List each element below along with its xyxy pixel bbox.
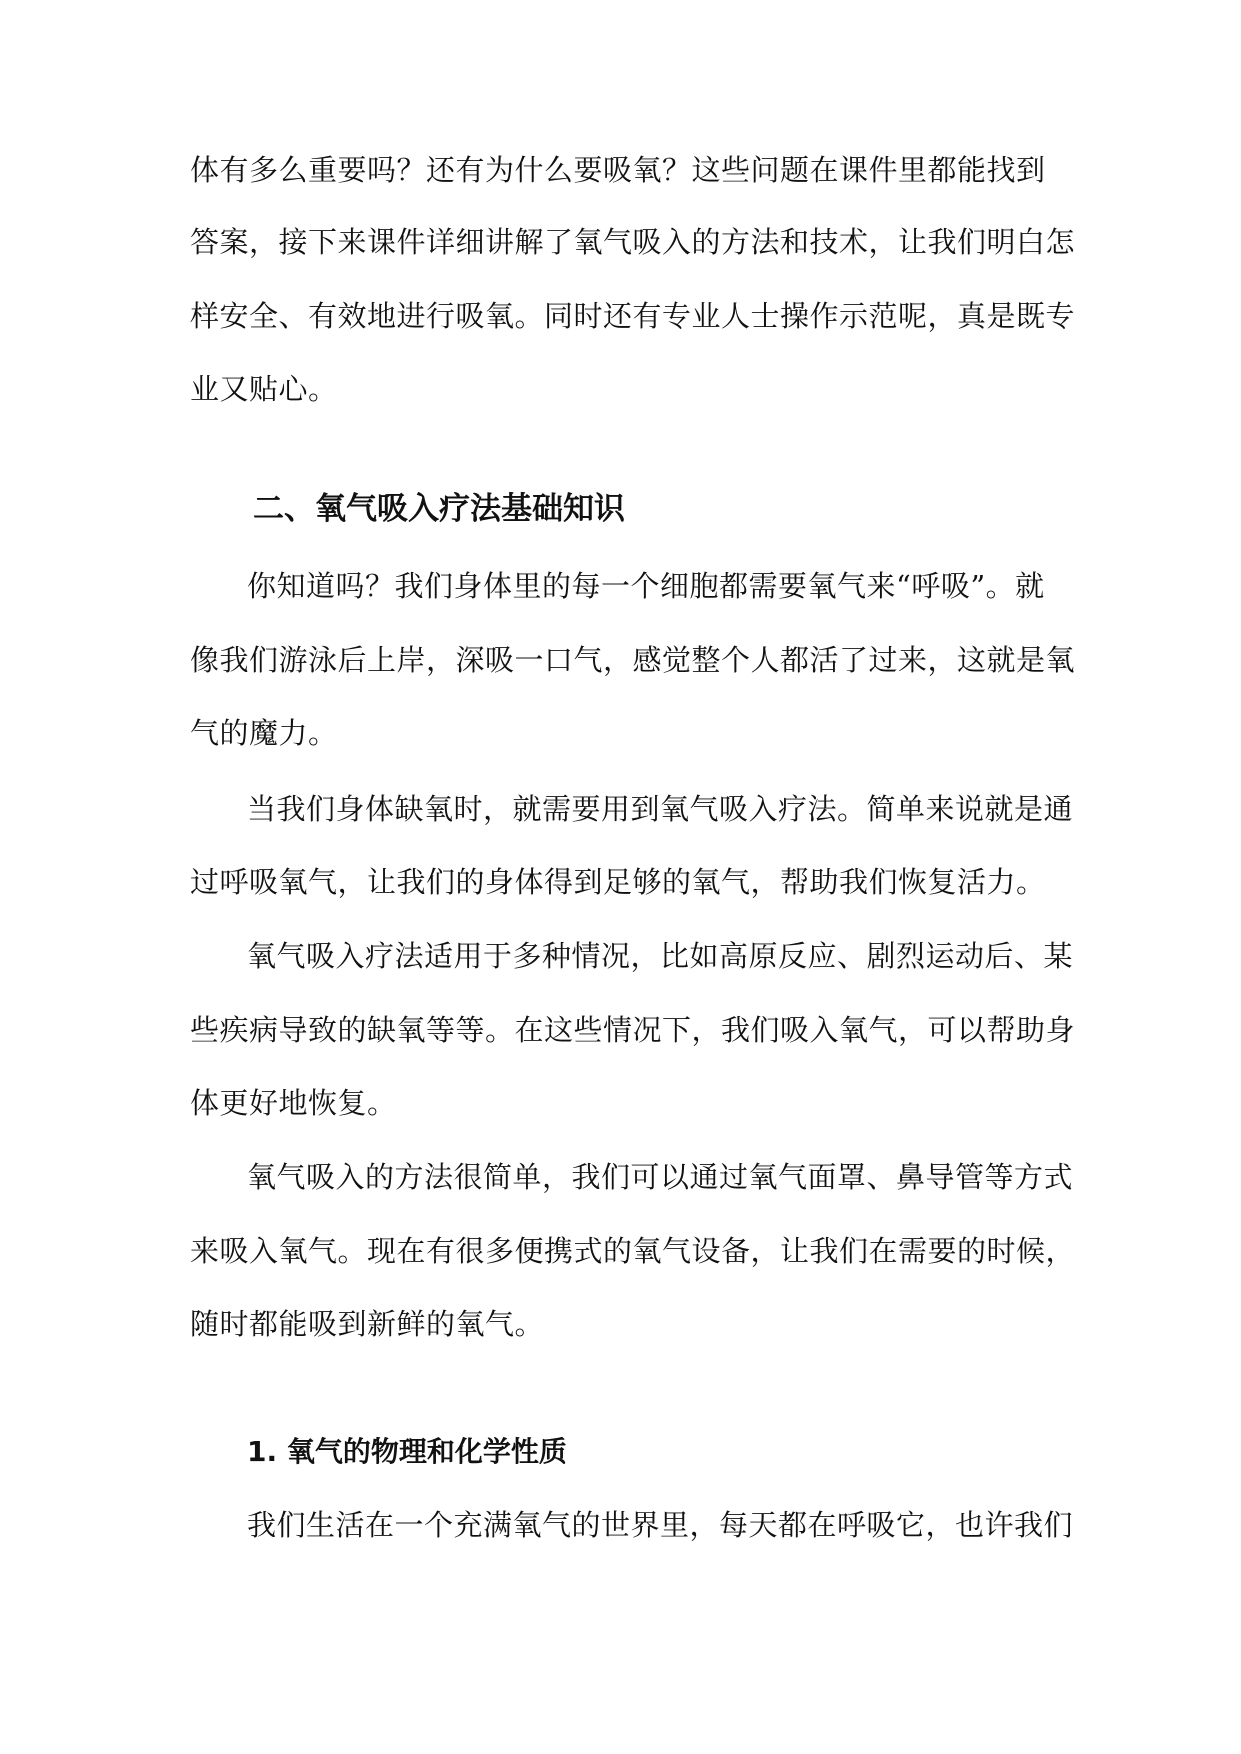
subsection-heading: 1. 氧气的物理和化学性质 <box>247 1435 567 1468</box>
paragraph-4-line-2: 来吸入氧气。现在有很多便携式的氧气设备，让我们在需要的时候， <box>190 1234 1076 1268</box>
paragraph-3-line-1: 氧气吸入疗法适用于多种情况，比如高原反应、剧烈运动后、某 <box>247 939 1074 973</box>
final-paragraph-line-1: 我们生活在一个充满氧气的世界里，每天都在呼吸它，也许我们 <box>247 1508 1074 1542</box>
intro-line-2: 答案，接下来课件详细讲解了氧气吸入的方法和技术，让我们明白怎 <box>190 225 1076 259</box>
intro-line-3: 样安全、有效地进行吸氧。同时还有专业人士操作示范呢，真是既专 <box>190 299 1076 333</box>
intro-line-1: 体有多么重要吗？还有为什么要吸氧？这些问题在课件里都能找到 <box>190 153 1046 187</box>
paragraph-2-line-2: 过呼吸氧气，让我们的身体得到足够的氧气，帮助我们恢复活力。 <box>190 865 1046 899</box>
paragraph-4-line-3: 随时都能吸到新鲜的氧气。 <box>190 1307 545 1341</box>
intro-line-4: 业又贴心。 <box>190 372 338 406</box>
section-heading: 二、氧气吸入疗法基础知识 <box>253 491 625 527</box>
paragraph-4-line-1: 氧气吸入的方法很简单，我们可以通过氧气面罩、鼻导管等方式 <box>247 1160 1074 1194</box>
paragraph-3-line-3: 体更好地恢复。 <box>190 1086 397 1120</box>
paragraph-3-line-2: 些疾病导致的缺氧等等。在这些情况下，我们吸入氧气，可以帮助身 <box>190 1013 1076 1047</box>
paragraph-1-line-3: 气的魔力。 <box>190 716 338 750</box>
paragraph-1-line-1: 你知道吗？我们身体里的每一个细胞都需要氧气来“呼吸”。就 <box>247 569 1045 603</box>
paragraph-2-line-1: 当我们身体缺氧时，就需要用到氧气吸入疗法。简单来说就是通 <box>247 792 1074 826</box>
paragraph-1-line-2: 像我们游泳后上岸，深吸一口气，感觉整个人都活了过来，这就是氧 <box>190 643 1076 677</box>
